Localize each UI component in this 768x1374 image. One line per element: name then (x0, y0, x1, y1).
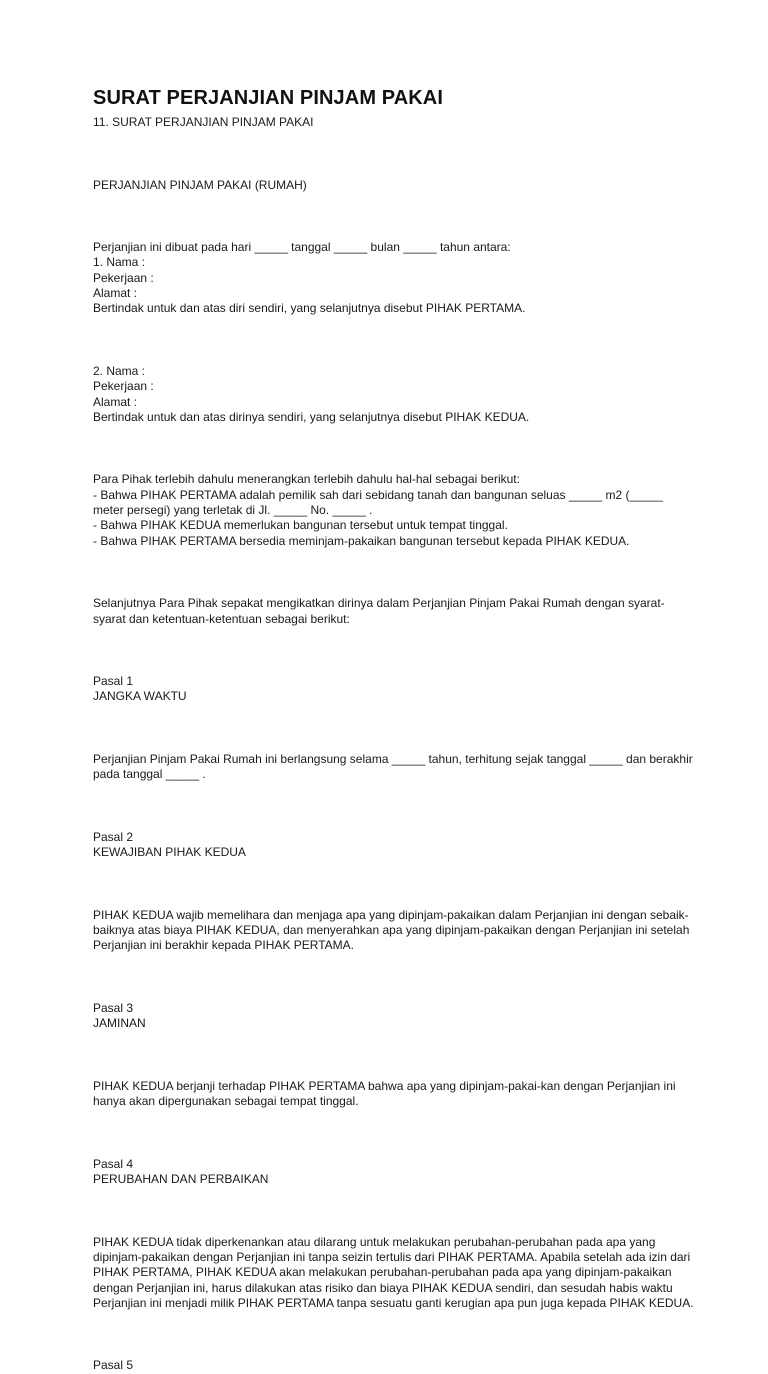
text-line: Alamat : (93, 394, 138, 409)
text-line: Pasal 1 (93, 674, 134, 689)
text-line: Perjanjian Pinjam Pakai Rumah ini berlangsung selama _____ tahun, terhitung sejak tanggal _____ dan berakhir (93, 752, 693, 767)
blank-line (93, 146, 673, 161)
text-line: Selanjutnya Para Pihak sepakat mengikatkan dirinya dalam Perjanjian Pinjam Pakai Rumah dengan syarat- (93, 596, 665, 611)
text-line: syarat dan ketentuan-ketentuan sebagai berikut: (93, 611, 350, 626)
text-line: dengan Perjanjian ini, harus dilakukan atas risiko dan biaya PIHAK KEDUA sendiri, dan sesudah habis waktu (93, 1280, 673, 1295)
text-line: 1. Nama : (93, 255, 146, 270)
text-line: Pekerjaan : (93, 379, 154, 394)
text-line: meter persegi) yang terletak di Jl. _____ No. _____ . (93, 503, 373, 518)
blank-line (93, 721, 673, 736)
text-line: dipinjam-pakaikan dengan Perjanjian ini tanpa seizin tertulis dari PIHAK PERTAMA. Apabila setelah ada izin dari (93, 1249, 691, 1264)
text-line: - Bahwa PIHAK KEDUA memerlukan bangunan tersebut untuk tempat tinggal. (93, 518, 508, 533)
text-line: KEWAJIBAN PIHAK KEDUA (93, 845, 246, 860)
text-line: 11. SURAT PERJANJIAN PINJAM PAKAI (93, 115, 314, 129)
text-line: Pasal 4 (93, 1156, 134, 1171)
text-line: Alamat : (93, 286, 138, 301)
blank-line (93, 565, 673, 580)
text-line: 2. Nama : (93, 363, 146, 378)
blank-line (93, 877, 673, 892)
text-line: hanya akan dipergunakan sebagai tempat tinggal. (93, 1094, 359, 1109)
blank-line (93, 333, 673, 348)
document-title: SURAT PERJANJIAN PINJAM PAKAI (93, 87, 443, 109)
text-line: Bertindak untuk dan atas dirinya sendiri, yang selanjutnya disebut PIHAK KEDUA. (93, 409, 530, 424)
text-line: - Bahwa PIHAK PERTAMA adalah pemilik sah dari sebidang tanah dan bangunan seluas _____ m2 (_____ (93, 487, 663, 502)
blank-line (93, 209, 673, 224)
text-line: JANGKA WAKTU (93, 689, 187, 704)
blank-line (93, 1327, 673, 1342)
blank-line (93, 1048, 673, 1063)
text-line: Perjanjian ini menjadi milik PIHAK PERTAMA tanpa sesuatu ganti kerugian apa pun juga kepada PIHAK KEDUA. (93, 1295, 694, 1310)
blank-line (93, 799, 673, 814)
text-line: JAMINAN (93, 1016, 146, 1031)
text-line: PIHAK PERTAMA, PIHAK KEDUA akan melakukan perubahan-perubahan pada apa yang dipinjam-pakaikan (93, 1265, 672, 1280)
text-line: - Bahwa PIHAK PERTAMA bersedia meminjam-pakaikan bangunan tersebut kepada PIHAK KEDUA. (93, 533, 630, 548)
text-line: Pasal 2 (93, 829, 134, 844)
text-line: PERUBAHAN DAN PERBAIKAN (93, 1172, 269, 1187)
blank-line (93, 643, 673, 658)
blank-line (93, 1125, 673, 1140)
text-line: Pekerjaan : (93, 270, 154, 285)
text-line: pada tanggal _____ . (93, 767, 206, 782)
text-line: Perjanjian ini dibuat pada hari _____ tanggal _____ bulan _____ tahun antara: (93, 240, 511, 255)
text-line: Bertindak untuk dan atas diri sendiri, yang selanjutnya disebut PIHAK PERTAMA. (93, 301, 526, 316)
text-line: Para Pihak terlebih dahulu menerangkan terlebih dahulu hal-hal sebagai berikut: (93, 472, 520, 487)
text-line: PERJANJIAN PINJAM PAKAI (RUMAH) (93, 177, 307, 192)
document-body (93, 86, 694, 1374)
text-line: Pasal 3 (93, 1000, 134, 1015)
text-line: Perjanjian ini berakhir kepada PIHAK PERTAMA. (93, 938, 355, 953)
blank-line (93, 441, 673, 456)
blank-line (93, 970, 673, 985)
text-line: PIHAK KEDUA wajib memelihara dan menjaga apa yang dipinjam-pakaikan dalam Perjanjian ini dengan sebaik- (93, 907, 689, 922)
text-line: PIHAK KEDUA tidak diperkenankan atau dilarang untuk melakukan perubahan-perubahan pada apa yang (93, 1234, 656, 1249)
text-line: PIHAK KEDUA berjanji terhadap PIHAK PERTAMA bahwa apa yang dipinjam-pakai-kan dengan Perjanjian ini (93, 1078, 676, 1093)
text-line: baiknya atas biaya PIHAK KEDUA, dan menyerahkan apa yang dipinjam-pakaikan dengan Perjanjian ini setelah (93, 923, 690, 938)
document-lines (93, 115, 694, 1374)
blank-line (93, 1203, 673, 1218)
text-line: Pasal 5 (93, 1358, 134, 1373)
